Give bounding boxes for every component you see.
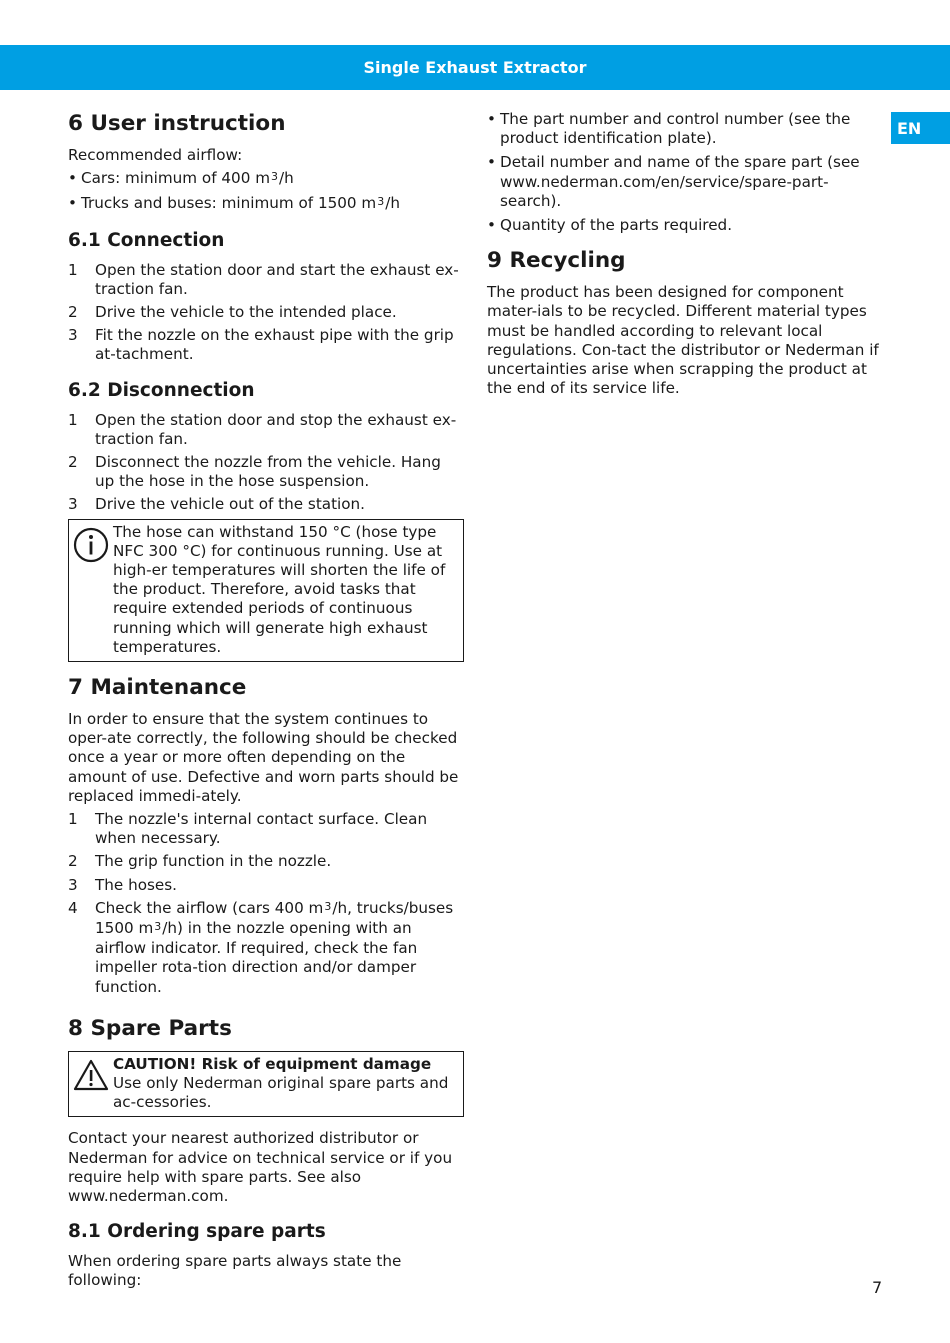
bullet: •	[487, 110, 496, 128]
heading-connection: 6.1 Connection	[68, 229, 225, 251]
caution-title: CAUTION! Risk of equipment damage	[113, 1054, 432, 1073]
step-number: 2	[68, 453, 78, 472]
step-text: The nozzle's internal contact surface. Clean when necessary.	[95, 810, 428, 848]
heading-recycling: 9 Recycling	[487, 248, 626, 274]
heading-ordering-spare-parts: 8.1 Ordering spare parts	[68, 1221, 326, 1243]
heading-spare-parts: 8 Spare Parts	[68, 1015, 232, 1041]
bullet: •	[487, 216, 496, 235]
item-text: Quantity of the parts required.	[500, 216, 733, 235]
list-item	[68, 495, 464, 514]
step-text: Drive the vehicle to the intended place.	[95, 303, 397, 321]
list-item	[68, 194, 464, 214]
superscript: 3	[377, 195, 385, 209]
step-number: 1	[68, 810, 78, 829]
step-number: 2	[68, 852, 78, 871]
step-text: Open the station door and start the exhaust ex-traction fan.	[95, 260, 459, 298]
spare-parts-contact: Contact your nearest authorized distributor or Nederman for advice on technical service or if you require help with spare parts. See also www.nederman.com.	[68, 1129, 453, 1206]
warning-triangle-icon	[73, 1055, 113, 1113]
superscript: 3	[154, 920, 162, 934]
step-text: Open the station door and stop the exhaust ex-traction fan.	[95, 410, 457, 448]
step-number: 3	[68, 495, 78, 514]
list-item	[68, 876, 464, 895]
step-number: 1	[68, 410, 78, 429]
bullet: •	[68, 169, 77, 188]
step-text: /h) in the nozzle opening with an airflow indicator. If required, check the fan impeller rota-tion direction and/or damper function.	[95, 919, 418, 996]
right-column	[487, 110, 883, 402]
step-text: Disconnect the nozzle from the vehicle. Hang up the hose in the hose suspension.	[95, 453, 441, 491]
list-item	[68, 453, 464, 491]
item-text: Detail number and name of the spare part (see www.nederman.com/en/service/spare-part-search).	[500, 153, 860, 210]
step-number: 3	[68, 875, 78, 894]
list-item	[68, 261, 464, 299]
maintenance-intro: In order to ensure that the system continues to oper-ate correctly, the following should be checked once a year or more often depending on the amount of use. Defective and worn parts should be replaced immedi-ately.	[68, 710, 459, 805]
list-item	[487, 153, 883, 211]
airflow-unit: /h	[385, 194, 400, 213]
list-item	[68, 899, 464, 997]
step-number: 4	[68, 898, 78, 917]
item-text: The part number and control number (see the product identification plate).	[500, 110, 851, 148]
heading-user-instruction: 6 User instruction	[68, 111, 286, 136]
recycling-text: The product has been designed for component mater-ials to be recycled. Different material types must be handled according to relevant local regulations. Con-tact the distributor or Nederman if uncertainties arise when scrapping the product at the end of its service life.	[487, 283, 879, 398]
step-text: Fit the nozzle on the exhaust pipe with the grip at-tachment.	[95, 326, 454, 364]
list-item	[68, 411, 464, 449]
step-text: Check the airflow (cars 400 m	[95, 898, 324, 917]
info-text: The hose can withstand 150 °C (hose type NFC 300 °C) for continuous running. Use at high-er temperatures will shorten the life of the product. Therefore, avoid tasks that require extended periods of continuous running which will generate high exhaust temperatures.	[113, 522, 446, 656]
caution-notice	[68, 1051, 464, 1118]
step-text: Drive the vehicle out of the station.	[95, 495, 366, 514]
step-text: /h, trucks/buses 1500 m	[95, 898, 454, 938]
step-number: 3	[68, 326, 78, 345]
airflow-text: Cars: minimum of 400 m	[81, 169, 270, 188]
superscript: 3	[324, 899, 332, 913]
list-item	[487, 110, 883, 148]
language-tab: EN	[891, 112, 950, 144]
list-item	[68, 810, 464, 848]
step-text: The hoses.	[95, 875, 177, 894]
step-number: 1	[68, 260, 78, 279]
left-column	[68, 110, 464, 1295]
list-item	[68, 852, 464, 871]
airflow-unit: /h	[279, 169, 294, 188]
airflow-text: Trucks and buses: minimum of 1500 m	[81, 194, 377, 213]
list-item	[68, 303, 464, 322]
info-icon	[73, 523, 113, 657]
step-number: 2	[68, 303, 78, 321]
heading-disconnection: 6.2 Disconnection	[68, 379, 255, 401]
caution-text: Use only Nederman original spare parts and ac-cessories.	[113, 1074, 449, 1112]
airflow-intro: Recommended airflow:	[68, 145, 243, 164]
page-number: 7	[872, 1278, 883, 1297]
step-text: The grip function in the nozzle.	[95, 852, 332, 871]
document-title: Single Exhaust Extractor	[363, 58, 587, 77]
superscript: 3	[271, 170, 278, 184]
bullet: •	[487, 153, 496, 172]
list-item	[487, 216, 883, 235]
heading-maintenance: 7 Maintenance	[68, 675, 247, 701]
bullet: •	[68, 194, 77, 213]
list-item	[68, 326, 464, 364]
header-banner	[0, 45, 950, 90]
list-item	[68, 169, 464, 189]
ordering-intro: When ordering spare parts always state the following:	[68, 1252, 402, 1290]
info-notice	[68, 519, 464, 662]
